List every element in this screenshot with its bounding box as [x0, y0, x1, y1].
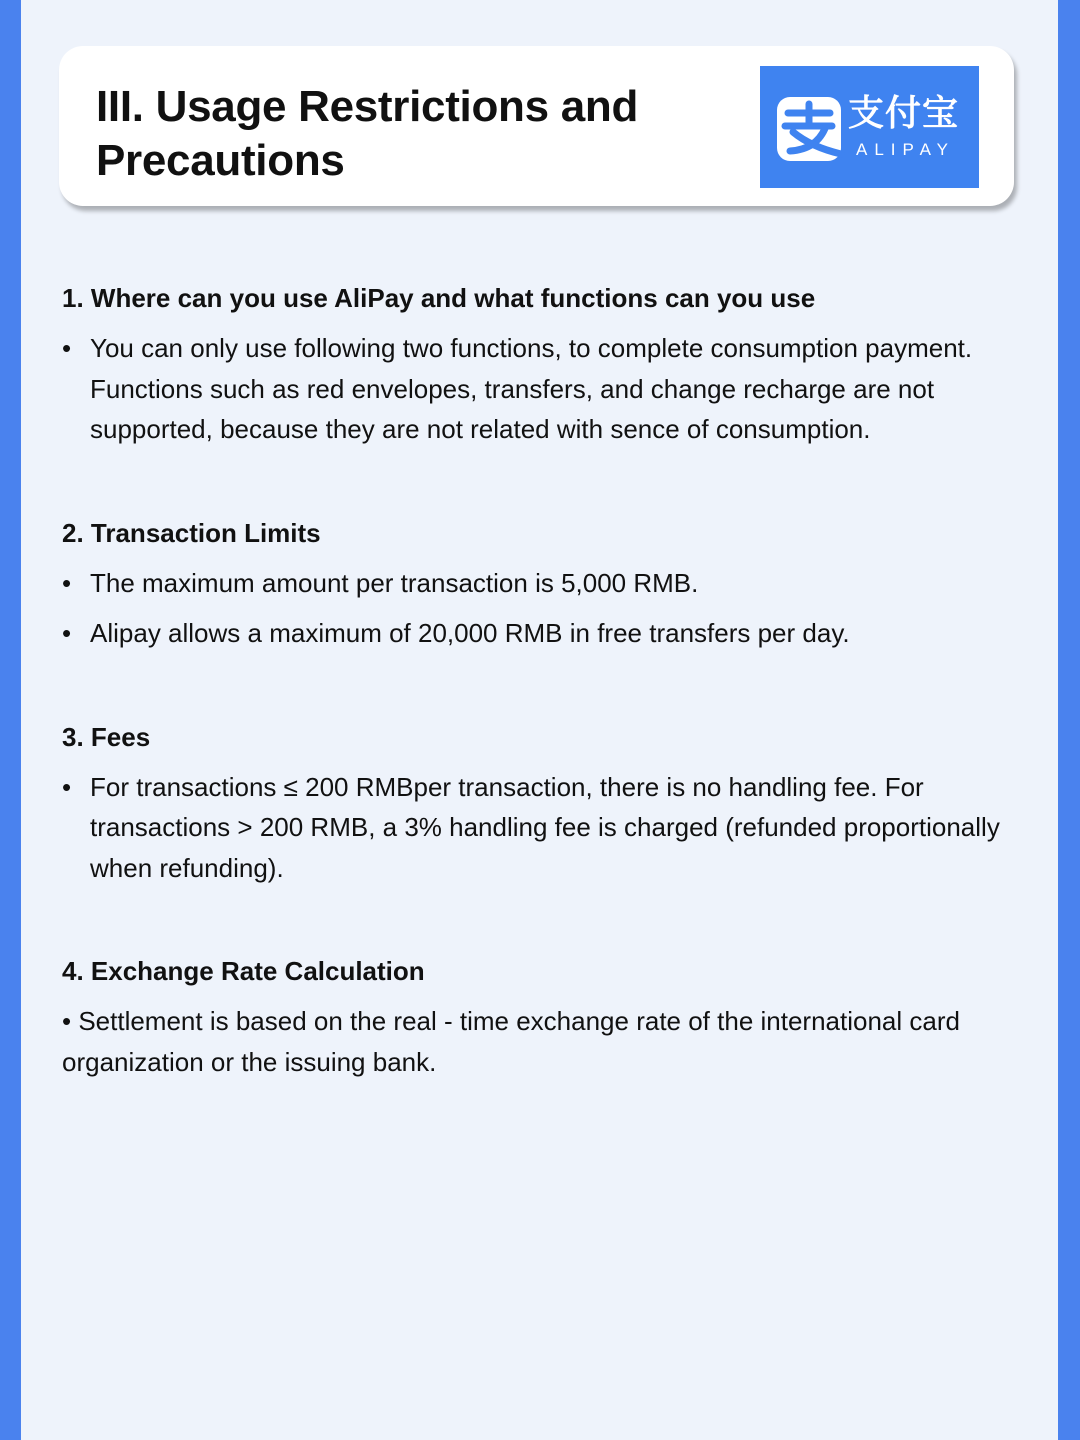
bullet-list: [62, 328, 1012, 450]
section-transaction-limits: [62, 513, 1012, 654]
bullet-list: [62, 563, 1012, 654]
section-where-to-use: [62, 278, 1012, 450]
list-item: • Alipay allows a maximum of 20,000 RMB in free transfers per day.: [62, 613, 1012, 654]
list-item: • The maximum amount per transaction is 5,000 RMB.: [62, 563, 1012, 604]
title-card: [59, 46, 1014, 206]
logo-english-text: ALIPAY: [856, 140, 956, 159]
bullet-list: [62, 767, 1012, 889]
section-exchange-rate: [62, 951, 1012, 1082]
section-heading: 1. Where can you use AliPay and what functions can you use: [62, 283, 816, 313]
content: [62, 278, 1012, 1082]
logo-chinese-text: 支付宝: [848, 93, 960, 134]
section-heading: 3. Fees: [62, 721, 151, 752]
alipay-logo: [760, 66, 979, 188]
page: [21, 0, 1058, 1440]
section-heading: 4. Exchange Rate Calculation: [62, 956, 425, 986]
section-fees: [62, 717, 1012, 889]
page-title: III. Usage Restrictions and Precautions: [96, 82, 639, 185]
section-paragraph: • Settlement is based on the real - time exchange rate of the international card organization or the issuing bank.: [62, 1006, 960, 1077]
section-heading: 2. Transaction Limits: [62, 517, 321, 548]
list-item: • You can only use following two functions, to complete consumption payment. Functions such as red envelopes, transfers, and change recharge are not supported, because they are not related with sence of consumption.: [62, 328, 1012, 450]
list-item: • For transactions ≤ 200 RMBper transaction, there is no handling fee. For transactions > 200 RMB, a 3% handling fee is charged (refunded proportionally when refunding).: [62, 767, 1012, 889]
